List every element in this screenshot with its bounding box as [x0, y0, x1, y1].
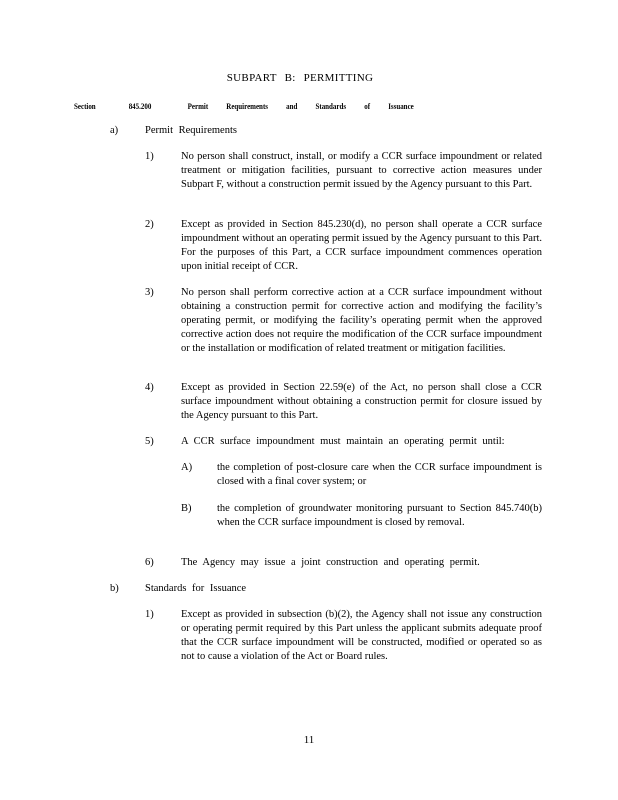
item-b1-label: 1)	[145, 609, 154, 620]
item-a4-text: Except as provided in Section 22.59(e) of the Act, no person shall close a CCR surface impoundment without obtaining a construction permit for closure issued by the Agency pursuant to this Part.	[181, 382, 542, 421]
section-label: Section	[74, 101, 96, 111]
subsection-a-label: a)	[110, 125, 119, 136]
item-b1-text: Except as provided in subsection (b)(2), the Agency shall not issue any construction or operating permit required by this Part unless the applicant submits adequate proof that the CCR surface impoundment will be constructed, modified or operated so as not to cause a violation of the Act or Board rules.	[181, 609, 542, 662]
item-a3-text: No person shall perform corrective action at a CCR surface impoundment without obtaining a construction permit for corrective action and modifying the facility’s operating permit, or modifying the facility’s operating permit when the approved corrective action does not require the modification of the CCR surface impoundment or the installation or modification of related treatment or mitigation facilities.	[181, 287, 542, 354]
item-a5-label: 5)	[145, 436, 154, 447]
subitem-B-text: the completion of groundwater monitoring pursuant to Section 845.740(b) when the CCR surface impoundment is closed by removal.	[217, 503, 542, 528]
item-a3-label: 3)	[145, 287, 154, 298]
item-a6-text: The Agency may issue a joint construction and operating permit.	[181, 557, 480, 568]
subsection-b-label: b)	[110, 583, 119, 594]
page-number: 11	[303, 734, 315, 746]
item-a1-text: No person shall construct, install, or modify a CCR surface impoundment or related treatment or mitigation facilities, pursuant to corrective action measures under Subpart F, without a construction permit issued by the Agency pursuant to this Part.	[181, 151, 542, 190]
section-number: 845.200	[128, 101, 152, 111]
item-a2-label: 2)	[145, 219, 154, 230]
section-title: Permit Requirements and Standards of Issuance	[187, 101, 414, 111]
item-a1-label: 1)	[145, 151, 154, 162]
subitem-B-label: B)	[181, 503, 192, 514]
subitem-A-text: the completion of post-closure care when the CCR surface impoundment is closed with a final cover system; or	[217, 462, 542, 487]
subsection-b-heading: Standards for Issuance	[145, 583, 247, 594]
item-a2-text: Except as provided in Section 845.230(d), no person shall operate a CCR surface impoundment without an operating permit issued by the Agency pursuant to this Part. For the purposes of this Part, a CCR surface impoundment commences operation upon initial receipt of CCR.	[181, 219, 542, 272]
item-a4-label: 4)	[145, 382, 154, 393]
section-heading	[74, 101, 414, 111]
subitem-A-label: A)	[181, 462, 193, 473]
subpart-title: SUBPART B: PERMITTING	[226, 72, 374, 84]
subsection-a-heading: Permit Requirements	[145, 125, 237, 136]
item-a6-label: 6)	[145, 557, 154, 568]
item-a5-text: A CCR surface impoundment must maintain an operating permit until:	[181, 436, 505, 447]
